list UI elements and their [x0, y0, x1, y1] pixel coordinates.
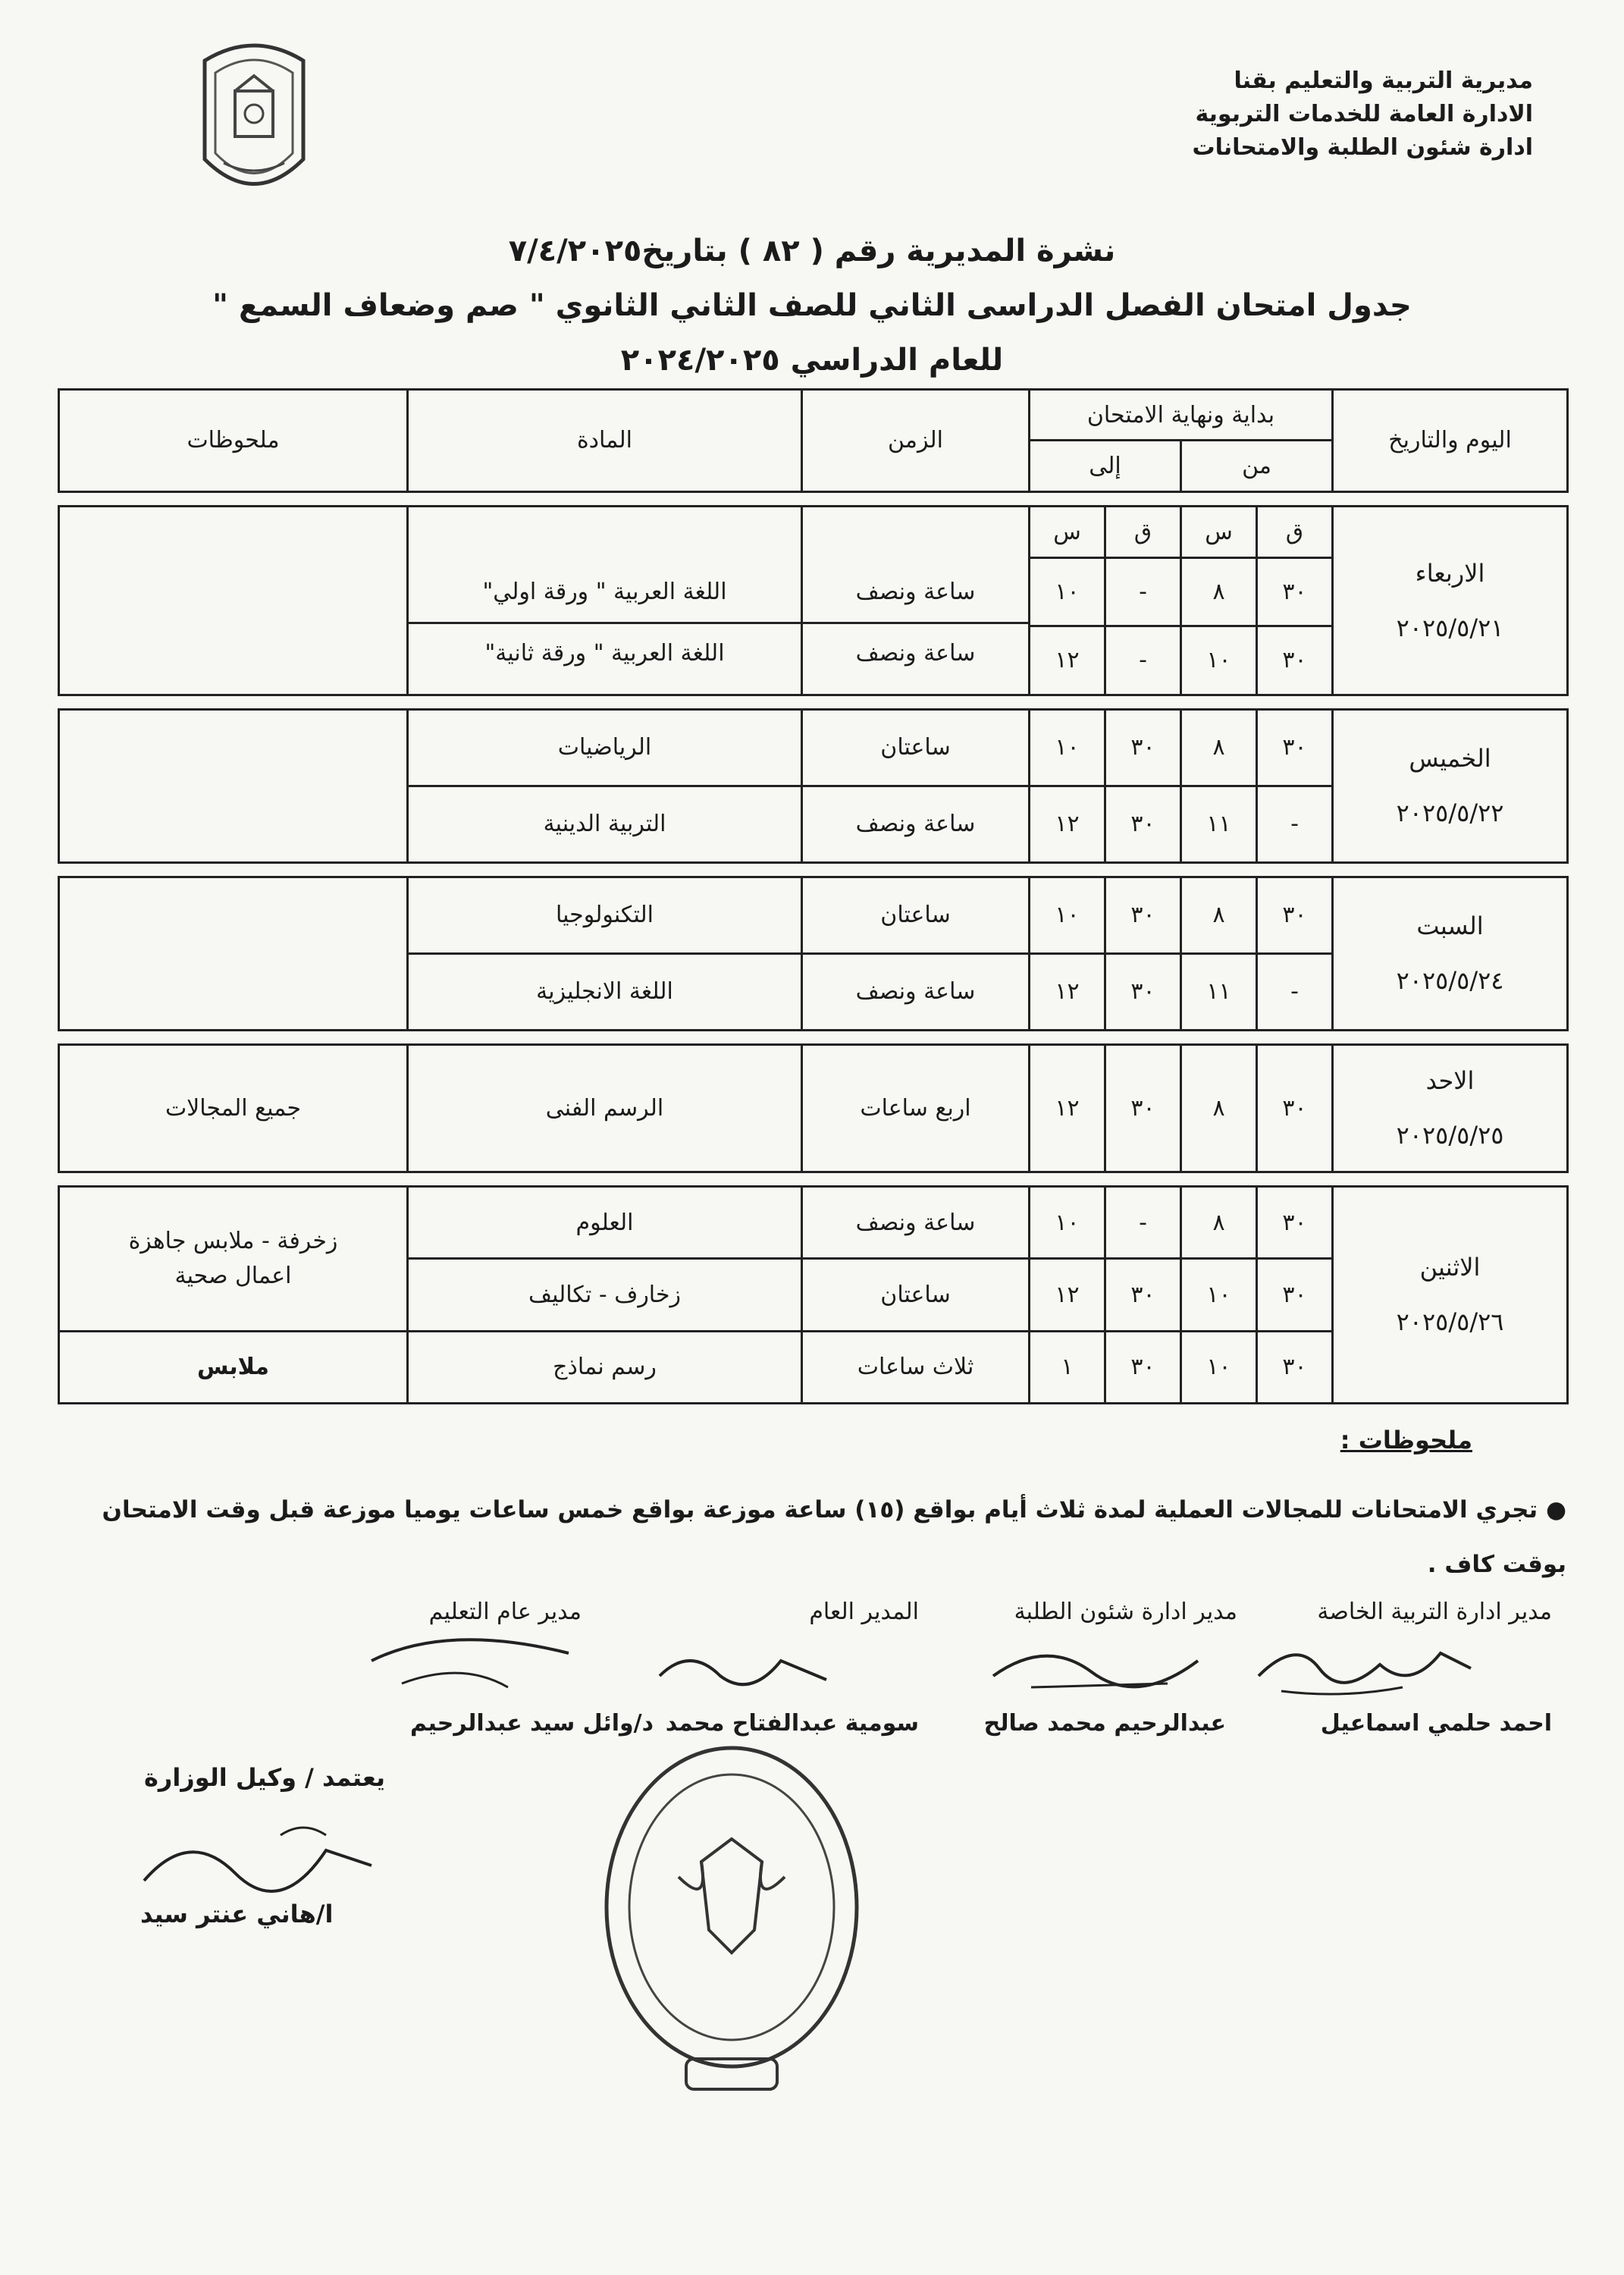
- to-hours: ١: [1030, 1331, 1105, 1403]
- day-date: ٢٠٢٥/٥/٢٢: [1396, 799, 1504, 828]
- to-hours: ١٢: [1030, 626, 1105, 695]
- signatory-name: عبدالرحيم محمد صالح: [983, 1710, 1226, 1737]
- duration-value: اربع ساعات: [802, 1044, 1030, 1172]
- signatory-name: احمد حلمي اسماعيل: [1320, 1710, 1552, 1737]
- duration-value: ساعتان: [802, 877, 1030, 953]
- from-minutes: ٣٠: [1257, 1044, 1333, 1172]
- duration-value: ساعتان: [802, 709, 1030, 786]
- to-hours: ١٠: [1030, 557, 1105, 626]
- signature-title: مدير عام التعليم: [428, 1599, 582, 1625]
- duration-value: ساعة ونصف: [803, 563, 1028, 624]
- subject-value: التكنولوجيا: [408, 877, 802, 953]
- subject-value: رسم نماذج: [408, 1331, 802, 1403]
- to-minutes: ٣٠: [1105, 953, 1181, 1030]
- notes-cell: [59, 709, 408, 862]
- from-minutes: -: [1257, 953, 1333, 1030]
- day-cell: [1333, 506, 1568, 695]
- notes-text: تجري الامتحانات للمجالات العملية لمدة ثلاث أيام بواقع (١٥) ساعة موزعة بواقع خمس ساعات يوميا موزعة قبل وقت الامتحان بوقت كاف .: [102, 1496, 1566, 1578]
- day-date: ٢٠٢٥/٥/٢٥: [1396, 1121, 1504, 1150]
- col-header-s: س: [1030, 506, 1105, 557]
- day-date: ٢٠٢٥/٥/٢١: [1396, 613, 1504, 642]
- notes-heading: ملحوظات :: [1340, 1426, 1472, 1454]
- to-minutes: ٣٠: [1105, 709, 1181, 786]
- signature-title: مدير ادارة التربية الخاصة: [1317, 1599, 1552, 1625]
- header-day-date: اليوم والتاريخ: [1333, 390, 1568, 492]
- to-minutes: -: [1105, 626, 1181, 695]
- notes-body: [50, 1483, 1566, 1592]
- subject-value: اللغة الانجليزية: [408, 953, 802, 1030]
- from-hours: ٨: [1181, 1044, 1257, 1172]
- duration-value: ثلاث ساعات: [802, 1331, 1030, 1403]
- title-block: [0, 224, 1624, 388]
- notes-cell: [59, 506, 408, 695]
- exam-schedule-table: [58, 388, 1569, 1404]
- from-minutes: -: [1257, 786, 1333, 862]
- subject-value: الرياضيات: [408, 709, 802, 786]
- to-hours: ١٠: [1030, 877, 1105, 953]
- day-cell: [1333, 709, 1568, 862]
- from-hours: ١٠: [1181, 1259, 1257, 1331]
- signature-title: المدير العام: [809, 1599, 919, 1625]
- approval-label: يعتمد / وكيل الوزارة: [144, 1763, 386, 1792]
- subject-value: زخارف - تكاليف: [408, 1259, 802, 1331]
- notes-cell: جميع المجالات: [59, 1044, 408, 1172]
- handwritten-signature-icon: [129, 1812, 379, 1903]
- signatory-name: سومية عبدالفتاح محمد: [665, 1710, 919, 1737]
- day-name: الاثنين: [1419, 1253, 1481, 1282]
- signatory-name: د/وائل سيد عبدالرحيم: [410, 1710, 654, 1737]
- header-subject: المادة: [408, 390, 802, 492]
- header-duration: الزمن: [802, 390, 1030, 492]
- directorate-header: [1108, 64, 1533, 165]
- header-line-1: مديرية التربية والتعليم بقنا: [1234, 67, 1533, 94]
- from-hours: ٨: [1181, 877, 1257, 953]
- to-hours: ١٢: [1030, 1259, 1105, 1331]
- to-minutes: -: [1105, 1186, 1181, 1258]
- to-minutes: ٣٠: [1105, 1259, 1181, 1331]
- header-period: بداية ونهاية الامتحان: [1030, 390, 1333, 441]
- to-hours: ١٢: [1030, 1044, 1105, 1172]
- to-hours: ١٢: [1030, 786, 1105, 862]
- from-minutes: ٣٠: [1257, 626, 1333, 695]
- notes-cell: [59, 877, 408, 1030]
- subject-cell: [408, 506, 802, 695]
- from-hours: ١٠: [1181, 1331, 1257, 1403]
- col-header-q: ق: [1105, 506, 1181, 557]
- day-name: الاربعاء: [1415, 558, 1485, 588]
- from-minutes: ٣٠: [1257, 1259, 1333, 1331]
- to-hours: ١٢: [1030, 953, 1105, 1030]
- day-date: ٢٠٢٥/٥/٢٦: [1396, 1307, 1504, 1337]
- from-minutes: ٣٠: [1257, 877, 1333, 953]
- day-date: ٢٠٢٥/٥/٢٤: [1396, 966, 1504, 996]
- day-cell: [1333, 1044, 1568, 1172]
- signature-title: مدير ادارة شئون الطلبة: [1014, 1599, 1237, 1625]
- to-minutes: ٣٠: [1105, 877, 1181, 953]
- from-hours: ١٠: [1181, 626, 1257, 695]
- bullet-icon: ●: [1538, 1496, 1566, 1523]
- duration-value: ساعتان: [802, 1259, 1030, 1331]
- deputy-name: ا/هاني عنتر سيد: [140, 1900, 334, 1928]
- handwritten-signature-icon: [1251, 1623, 1478, 1706]
- official-stamp-icon: [595, 1733, 868, 2097]
- subject-value: اللغة العربية " ورقة اولي": [409, 563, 801, 624]
- to-minutes: ٣٠: [1105, 1331, 1181, 1403]
- header-notes: ملحوظات: [59, 390, 408, 492]
- from-minutes: ٣٠: [1257, 1186, 1333, 1258]
- from-hours: ١١: [1181, 786, 1257, 862]
- duration-value: ساعة ونصف: [855, 640, 976, 667]
- directorate-logo-icon: [190, 30, 318, 212]
- schedule-title: جدول امتحان الفصل الدراسى الثاني للصف الثاني الثانوي " صم وضعاف السمع ": [212, 288, 1412, 323]
- day-name: الاحد: [1425, 1066, 1475, 1096]
- from-hours: ٨: [1181, 709, 1257, 786]
- header-from: من: [1181, 441, 1333, 491]
- header-to: إلى: [1030, 441, 1181, 491]
- notes-line: اعمال صحية: [174, 1262, 292, 1289]
- to-minutes: -: [1105, 557, 1181, 626]
- header-line-3: ادارة شئون الطلبة والامتحانات: [1192, 134, 1533, 161]
- handwritten-signature-icon: [356, 1630, 584, 1706]
- duration-value: ساعة ونصف: [802, 786, 1030, 862]
- from-hours: ١١: [1181, 953, 1257, 1030]
- duration-value: ساعة ونصف: [802, 953, 1030, 1030]
- from-minutes: ٣٠: [1257, 709, 1333, 786]
- notes-cell: [59, 1186, 408, 1331]
- handwritten-signature-icon: [986, 1630, 1213, 1699]
- notes-line: زخرفة - ملابس جاهزة: [128, 1227, 338, 1254]
- to-minutes: ٣٠: [1105, 1044, 1181, 1172]
- col-header-q: ق: [1257, 506, 1333, 557]
- handwritten-signature-icon: [644, 1638, 842, 1706]
- day-name: السبت: [1416, 912, 1484, 941]
- day-name: الخميس: [1409, 744, 1491, 774]
- notes-cell: ملابس: [59, 1331, 408, 1403]
- from-minutes: ٣٠: [1257, 1331, 1333, 1403]
- subject-value: الرسم الفنى: [408, 1044, 802, 1172]
- subject-value: التربية الدينية: [408, 786, 802, 862]
- from-hours: ٨: [1181, 557, 1257, 626]
- duration-cell: [802, 506, 1030, 695]
- to-minutes: ٣٠: [1105, 786, 1181, 862]
- col-header-s: س: [1181, 506, 1257, 557]
- to-hours: ١٠: [1030, 1186, 1105, 1258]
- academic-year-title: للعام الدراسي ٢٠٢٤/٢٠٢٥: [620, 343, 1004, 378]
- from-minutes: ٣٠: [1257, 557, 1333, 626]
- bulletin-title: نشرة المديرية رقم ( ٨٢ ) بتاريخ٧/٤/٢٠٢٥: [508, 234, 1116, 268]
- day-cell: [1333, 1186, 1568, 1403]
- to-hours: ١٠: [1030, 709, 1105, 786]
- subject-value: العلوم: [408, 1186, 802, 1258]
- header-line-2: الادارة العامة للخدمات التربوية: [1195, 101, 1533, 127]
- subject-value: اللغة العربية " ورقة ثانية": [484, 640, 725, 667]
- from-hours: ٨: [1181, 1186, 1257, 1258]
- day-cell: [1333, 877, 1568, 1030]
- duration-value: ساعة ونصف: [802, 1186, 1030, 1258]
